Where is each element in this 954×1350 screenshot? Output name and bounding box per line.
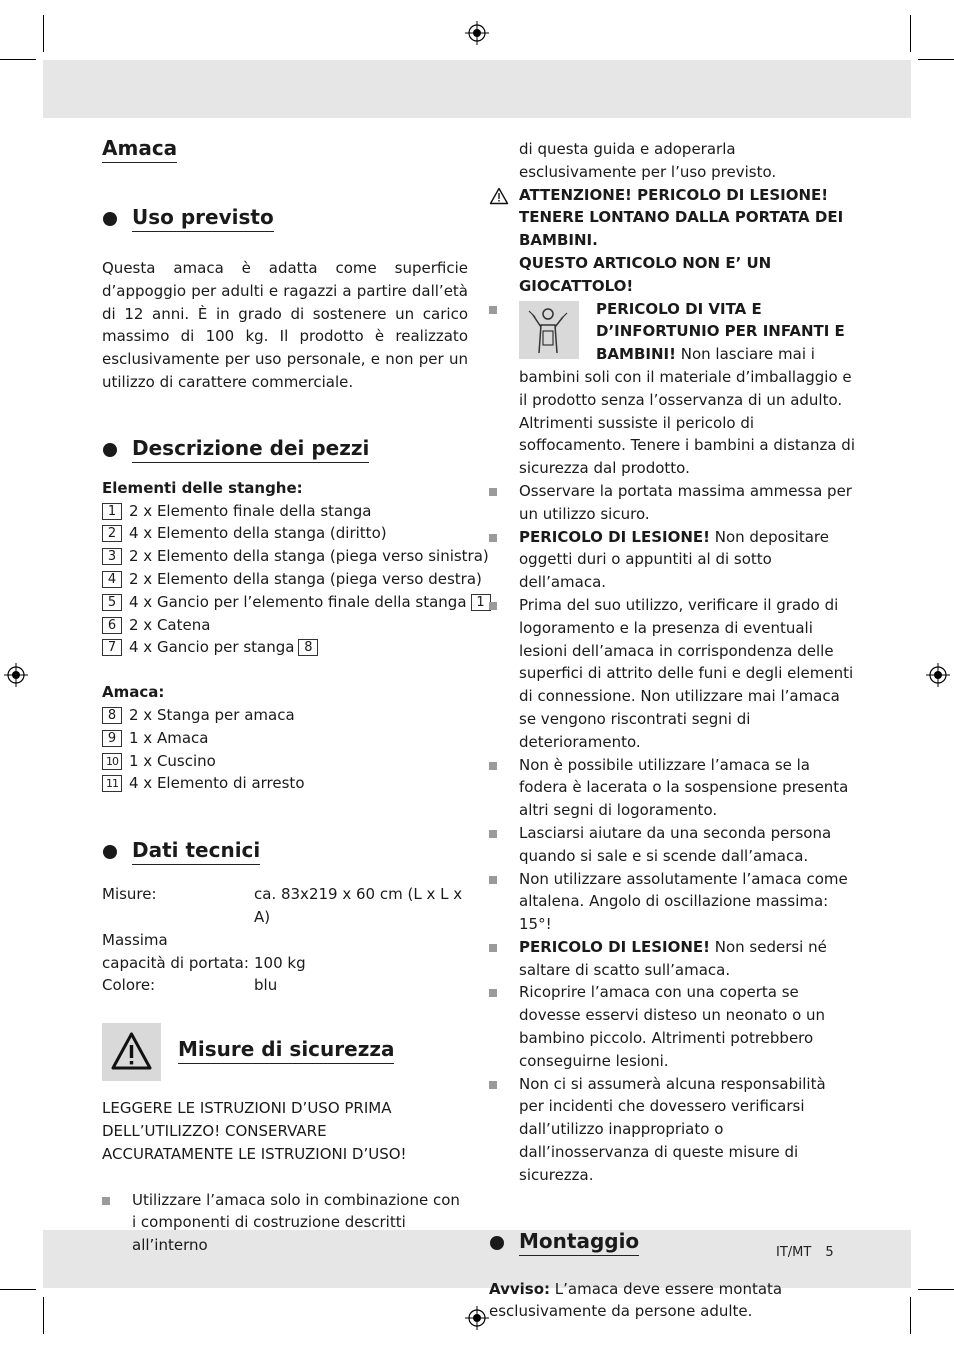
parts-list-item — [102, 500, 468, 523]
warning-triangle-icon — [489, 187, 509, 205]
part-number: 4 — [102, 571, 122, 588]
crop-mark — [918, 1289, 954, 1290]
page-footer — [776, 1245, 834, 1260]
page-title: Amaca — [102, 136, 177, 163]
left-column — [102, 136, 489, 1257]
part-description: 2 x Catena — [129, 615, 211, 634]
part-description: 4 x Elemento della stanga (diritto) — [129, 524, 387, 543]
part-description: 2 x Elemento della stanga (piega verso sinistra) — [129, 547, 489, 566]
warning-triangle-icon — [102, 1023, 161, 1081]
parts-list-item — [102, 545, 489, 568]
safety-bullet: Utilizzare l’amaca solo in combinazione con i componenti di costruzione descritti all’interno — [102, 1189, 468, 1257]
bullet-square-icon — [489, 602, 497, 610]
registration-mark-icon — [926, 663, 950, 687]
bullet-square-icon — [489, 944, 497, 952]
warning-line: ATTENZIONE! PERICOLO DI LESIONE! TENERE LONTANO DALLA PORTATA DEI BAMBINI. — [489, 184, 855, 252]
spec-label: Misure: — [102, 885, 157, 904]
safety-bullet: Non utilizzare assolutamente l’amaca come altalena. Angolo di oscillazione massima: 15°! — [489, 868, 855, 936]
part-description: 4 x Gancio per stanga — [129, 638, 295, 657]
safety-caps-text: LEGGERE LE ISTRUZIONI D’USO PRIMA DELL’UTILIZZO! CONSERVARE ACCURATAMENTE LE ISTRUZIONI D’USO! — [102, 1099, 407, 1163]
bullet-dot-icon — [103, 845, 117, 859]
spec-value: 100 kg — [254, 953, 306, 972]
part-description: 4 x Elemento di arresto — [129, 774, 305, 793]
bullet-dot-icon — [103, 443, 117, 457]
registration-mark-icon — [465, 21, 489, 45]
part-number: 8 — [102, 707, 122, 724]
safety-bullet: Non è possibile utilizzare l’amaca se la fodera è lacerata o la sospensione presenta altri segni di logoramento. — [489, 754, 855, 822]
parts-list-hammock — [102, 704, 468, 795]
specs-table — [102, 883, 468, 997]
safety-bullet: PERICOLO DI VITA E D’INFORTUNIO PER INFANTI E BAMBINI! Non lasciare mai i bambini soli con il materiale d’imballaggio e il prodotto senza l’osservanza di un adulto. Altrimenti sussiste il pericolo di soffocamento. Tenere i bambini a distanza di sicurezza dal prodotto. — [489, 298, 855, 480]
part-description: 2 x Stanga per amaca — [129, 705, 295, 724]
parts-list-item — [102, 704, 468, 727]
safety-bullet: PERICOLO DI LESIONE! Non sedersi né saltare di scatto sull’amaca. — [489, 936, 855, 982]
part-number: 6 — [102, 617, 122, 634]
part-reference-number: 8 — [298, 639, 318, 656]
warning-line: QUESTO ARTICOLO NON E’ UN GIOCATTOLO! — [519, 253, 772, 295]
bullet-square-icon — [489, 876, 497, 884]
bullet-square-icon — [489, 488, 497, 496]
bullet-square-icon — [489, 534, 497, 542]
part-description: 1 x Amaca — [129, 728, 209, 747]
crop-mark — [910, 15, 911, 52]
spec-label: capacità di portata: — [102, 953, 249, 972]
page-number: 5 — [825, 1245, 834, 1260]
registration-mark-icon — [4, 663, 28, 687]
bullet-dot-icon — [103, 212, 117, 226]
section-heading-safety: Misure di sicurezza — [178, 1037, 394, 1064]
parts-list-item — [102, 522, 468, 545]
bullet-square-icon — [489, 762, 497, 770]
spec-label: Colore: — [102, 976, 156, 995]
part-number: 3 — [102, 548, 122, 565]
safety-bullet: Osservare la portata massima ammessa per un utilizzo sicuro. — [489, 480, 855, 526]
part-description: 2 x Elemento della stanga (piega verso destra) — [129, 569, 482, 588]
header-band — [43, 60, 911, 118]
crop-mark — [43, 15, 44, 52]
part-number: 7 — [102, 639, 122, 656]
parts-list-item — [102, 614, 468, 637]
safety-heading-block — [102, 1023, 468, 1081]
assembly-note: Avviso: L’amaca deve essere montata esclusivamente da persone adulte. — [489, 1279, 783, 1321]
spec-value: ca. 83x219 x 60 cm (L x L x A) — [254, 885, 463, 926]
part-number: 9 — [102, 730, 122, 747]
registration-mark-icon — [465, 1306, 489, 1330]
continued-text: di questa guida e adoperarla esclusivamente per l’uso previsto. — [519, 140, 777, 181]
parts-list-item — [102, 568, 482, 591]
section-heading-assembly: Montaggio — [489, 1229, 855, 1256]
safety-bullet: Ricoprire l’amaca con una coperta se dovesse esservi disteso un neonato o un bambino piccolo. Altrimenti potrebbero conseguirne lesioni. — [489, 981, 855, 1072]
crop-mark — [43, 1297, 44, 1334]
crop-mark — [910, 1297, 911, 1334]
bullet-square-icon — [489, 830, 497, 838]
section-heading-specs: Dati tecnici — [102, 838, 468, 865]
parts-list-item — [102, 636, 468, 659]
parts-list-poles — [102, 500, 489, 660]
spec-label: Massima — [102, 930, 168, 949]
safety-bullet: Prima del suo utilizzo, verificare il grado di logoramento e la presenza di eventuali lesioni dell’amaca in corrispondenza delle superfici di attrito delle funi e degli elementi di connessione. Non utilizzare mai l’amaca se vengono riscontrati segni di deterioramento. — [489, 594, 855, 754]
safety-bullet: PERICOLO DI LESIONE! Non depositare oggetti duri o appuntiti al di sotto dell’amaca. — [489, 526, 855, 594]
bullet-square-icon — [489, 306, 497, 314]
part-reference-number: 1 — [471, 594, 491, 611]
spec-value: blu — [254, 976, 278, 995]
parts-list-item — [102, 772, 468, 795]
crop-mark — [0, 59, 36, 60]
part-number: 1 — [102, 503, 122, 520]
section-heading-intended-use: Uso previsto — [102, 205, 468, 232]
part-description: 4 x Gancio per l’elemento finale della stanga — [129, 592, 467, 611]
part-number: 11 — [102, 775, 122, 792]
crop-mark — [0, 1289, 36, 1290]
part-number: 2 — [102, 525, 122, 542]
bullet-square-icon — [489, 1081, 497, 1089]
safety-bullet: Lasciarsi aiutare da una seconda persona quando si sale e si scende dall’amaca. — [489, 822, 855, 868]
parts-list-item — [102, 727, 468, 750]
parts-group-label: Amaca: — [102, 683, 165, 702]
right-column — [489, 138, 855, 1323]
part-description: 1 x Cuscino — [129, 751, 216, 770]
child-hazard-icon — [519, 301, 579, 359]
part-number: 10 — [102, 753, 122, 770]
part-description: 2 x Elemento finale della stanga — [129, 501, 372, 520]
parts-list-item — [102, 750, 468, 773]
intended-use-text: Questa amaca è adatta come superficie d’appoggio per adulti e ragazzi a partire dall’età di 12 anni. È in grado di sostenere un carico massimo di 100 kg. Il prodotto è realizzato esclusivamente per uso personale, e non per un utilizzo di carattere commerciale. — [102, 259, 468, 391]
safety-bullet: Non ci si assumerà alcuna responsabilità per incidenti che dovessero verificarsi dall’utilizzo inappropriato o dall’inosservanza di queste misure di sicurezza. — [489, 1073, 855, 1187]
parts-group-label: Elementi delle stanghe: — [102, 478, 303, 497]
bullet-dot-icon — [490, 1236, 504, 1250]
part-number: 5 — [102, 594, 122, 611]
language-code: IT/MT — [776, 1245, 812, 1260]
crop-mark — [918, 59, 954, 60]
bullet-square-icon — [489, 989, 497, 997]
parts-list-item — [102, 591, 485, 614]
bullet-square-icon — [102, 1197, 110, 1205]
section-heading-parts: Descrizione dei pezzi — [102, 436, 468, 463]
